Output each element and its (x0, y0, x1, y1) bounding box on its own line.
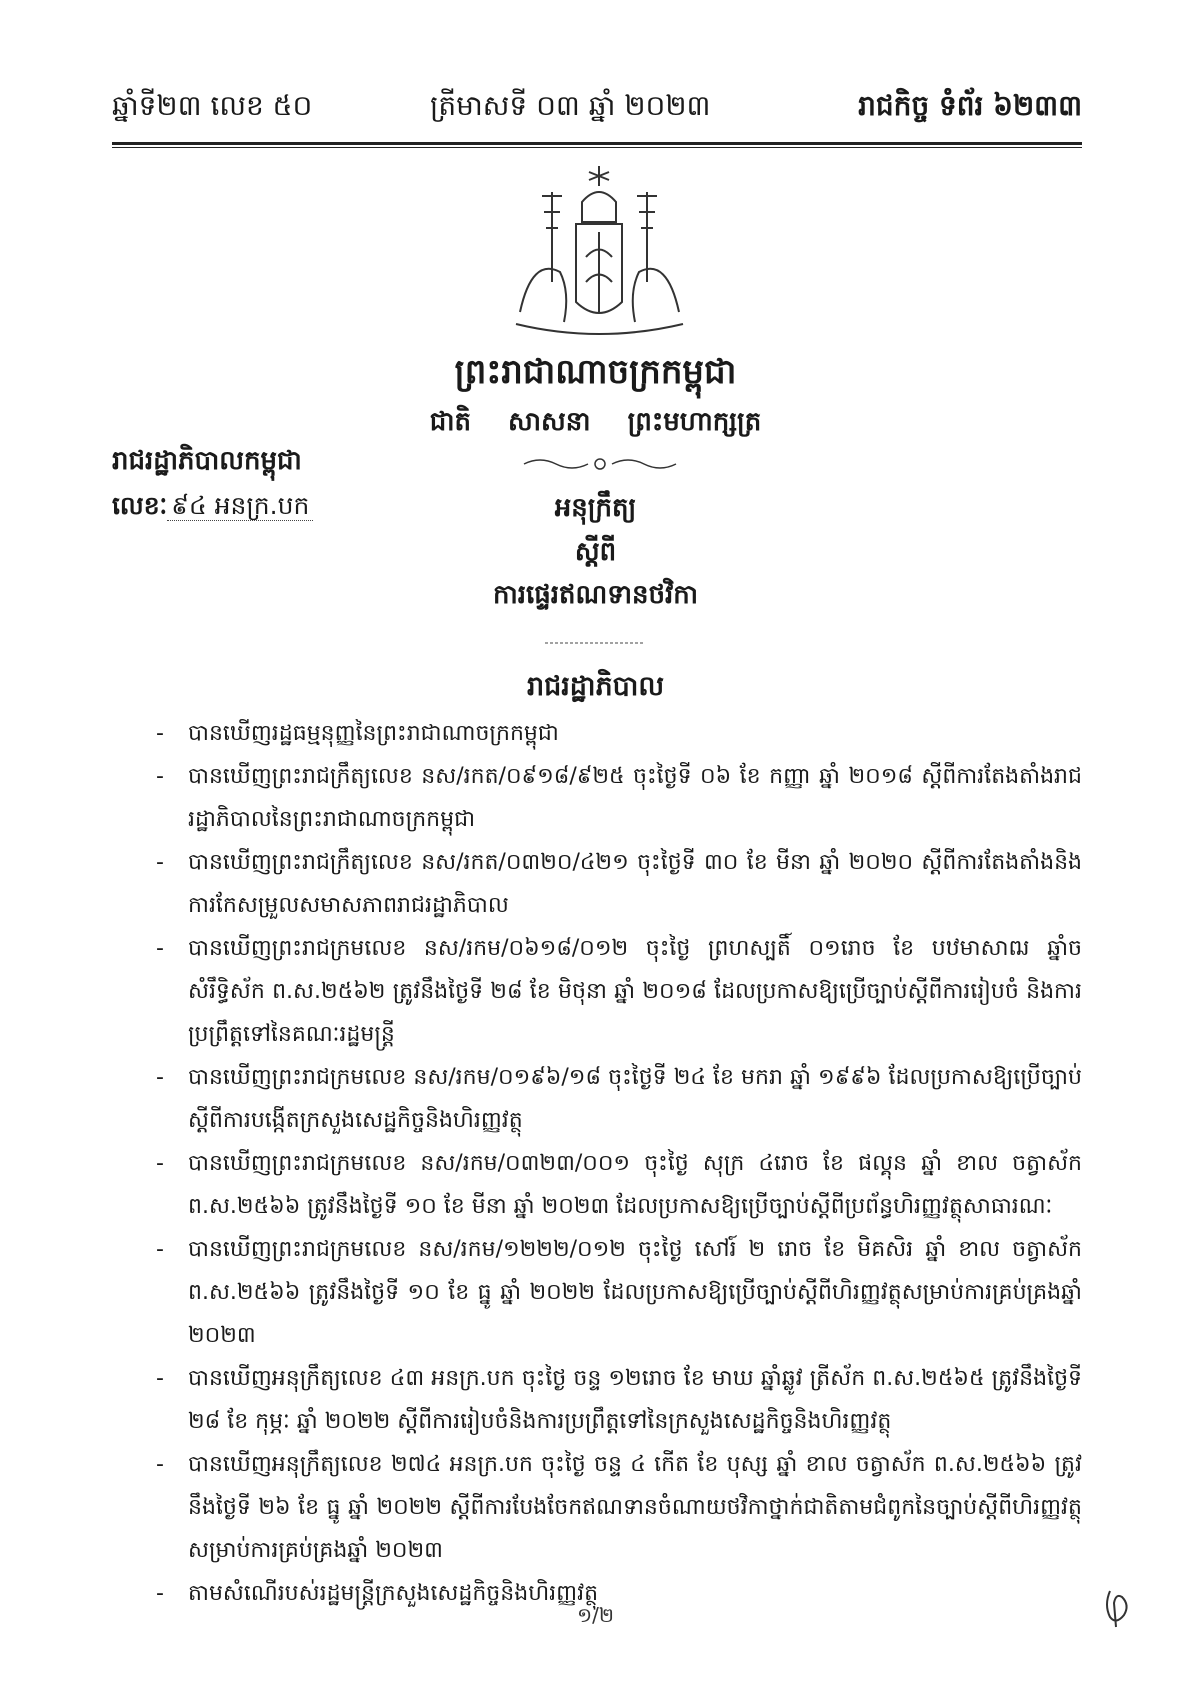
handwritten-initial-signature (1100, 1585, 1134, 1631)
clause-text: បានឃើញព្រះរាជក្រមលេខ នស/រកម/០១៩៦/១៨ ចុះថ្ងៃទី ២៤ ខែ មករា ឆ្នាំ ១៩៩៦ ដែលប្រកាសឱ្យប្រើច្បាប់ស្តីពីការបង្កើតក្រសួងសេដ្ឋកិច្ចនិងហិរញ្ញវត្ថុ (188, 1065, 1082, 1133)
preamble-clause-list (152, 712, 1082, 1615)
royal-coat-of-arms-emblem (512, 162, 687, 340)
clause-text: បានឃើញព្រះរាជក្រឹត្យលេខ នស/រកត/០៣២០/៤២១ ចុះថ្ងៃទី ៣០ ខែ មីនា ឆ្នាំ ២០២០ ស្តីពីការតែងតាំងនិងការកែសម្រួលសមាសភាពរាជរដ្ឋាភិបាល (188, 850, 1082, 918)
preamble-clause: - បានឃើញព្រះរាជក្រមលេខ នស/រកម/១២២២/០១២ ចុះថ្ងៃ សៅរ៍ ២ រោច ខែ មិគសិរ ឆ្នាំ ខាល ចត្វាស័ក ព.ស.២៥៦៦ ត្រូវនឹងថ្ងៃទី ១០ ខែ ធ្នូ ឆ្នាំ ២០២២ ដែលប្រកាសឱ្យប្រើច្បាប់ស្តីពីហិរញ្ញវត្ថុសម្រាប់ការគ្រប់គ្រងឆ្នាំ ២០២៣ (156, 1237, 1082, 1348)
header-quarter: ត្រីមាសទី ០៣ ឆ្នាំ ២០២៣ (430, 89, 711, 122)
preamble-clause: - បានឃើញរដ្ឋធម្មនុញ្ញនៃព្រះរាជាណាចក្រកម្ពុជា (156, 721, 559, 746)
clause-text: បានឃើញព្រះរាជក្រមលេខ នស/រកម/០៦១៨/០១២ ចុះថ្ងៃ ព្រហស្បតិ៍ ០១រោច ខែ បឋមាសាឍ ឆ្នាំច សំរឹទ្ធិស័ក ព.ស.២៥៦២ ត្រូវនឹងថ្ងៃទី ២៨ ខែ មិថុនា ឆ្នាំ ២០១៨ ដែលប្រកាសឱ្យប្រើច្បាប់ស្តីពីការរៀបចំ និងការប្រព្រឹត្តទៅនៃគណៈរដ្ឋមន្ត្រី (188, 936, 1082, 1047)
preamble-clause: - បានឃើញអនុក្រឹត្យលេខ ៤៣ អនក្រ.បក ចុះថ្ងៃ ចន្ទ ១២រោច ខែ មាឃ ឆ្នាំឆ្លូវ ត្រីស័ក ព.ស.២៥៦៥ ត្រូវនឹងថ្ងៃទី ២៨ ខែ កុម្ភៈ ឆ្នាំ ២០២២ ស្តីពីការរៀបចំនិងការប្រព្រឹត្តទៅនៃក្រសួងសេដ្ឋកិច្ចនិងហិរញ្ញវត្ថុ (156, 1366, 1082, 1434)
clause-text: បានឃើញអនុក្រឹត្យលេខ ២៧៤ អនក្រ.បក ចុះថ្ងៃ ចន្ទ ៤ កើត ខែ បុស្ស ឆ្នាំ ខាល ចត្វាស័ក ព.ស.២៥៦៦ ត្រូវនឹងថ្ងៃទី ២៦ ខែ ធ្នូ ឆ្នាំ ២០២២ ស្តីពីការបែងចែកឥណទានចំណាយថវិកាថ្នាក់ជាតិតាមជំពូកនៃច្បាប់ស្តីពីហិរញ្ញវត្ថុសម្រាប់ការគ្រប់គ្រងឆ្នាំ ២០២៣ (188, 1452, 1082, 1563)
preamble-clause: - បានឃើញព្រះរាជក្រឹត្យលេខ នស/រកត/០៣២០/៤២១ ចុះថ្ងៃទី ៣០ ខែ មីនា ឆ្នាំ ២០២០ ស្តីពីការតែងតាំងនិងការកែសម្រួលសមាសភាពរាជរដ្ឋាភិបាល (156, 850, 1082, 918)
ornament-divider-icon (520, 454, 680, 474)
page-number: ១/២ (576, 1603, 614, 1627)
document-about: ស្តីពី (574, 537, 617, 567)
document-type: អនុក្រឹត្យ (554, 493, 637, 523)
section-separator-icon (545, 640, 645, 646)
preamble-clause: - បានឃើញព្រះរាជក្រមលេខ នស/រកម/០៦១៨/០១២ ចុះថ្ងៃ ព្រហស្បតិ៍ ០១រោច ខែ បឋមាសាឍ ឆ្នាំច សំរឹទ្ធិស័ក ព.ស.២៥៦២ ត្រូវនឹងថ្ងៃទី ២៨ ខែ មិថុនា ឆ្នាំ ២០១៨ ដែលប្រកាសឱ្យប្រើច្បាប់ស្តីពីការរៀបចំ និងការប្រព្រឹត្តទៅនៃគណៈរដ្ឋមន្ត្រី (156, 936, 1082, 1047)
national-motto: ជាតិ សាសនា ព្រះមហាក្សត្រ (429, 407, 762, 437)
body-heading: រាជរដ្ឋាភិបាល (526, 671, 665, 702)
clause-text: បានឃើញអនុក្រឹត្យលេខ ៤៣ អនក្រ.បក ចុះថ្ងៃ ចន្ទ ១២រោច ខែ មាឃ ឆ្នាំឆ្លូវ ត្រីស័ក ព.ស.២៥៦៥ ត្រូវនឹងថ្ងៃទី ២៨ ខែ កុម្ភៈ ឆ្នាំ ២០២២ ស្តីពីការរៀបចំនិងការប្រព្រឹត្តទៅនៃក្រសួងសេដ្ឋកិច្ចនិងហិរញ្ញវត្ថុ (188, 1366, 1082, 1434)
clause-text: បានឃើញព្រះរាជក្រឹត្យលេខ នស/រកត/០៩១៨/៩២៥ ចុះថ្ងៃទី ០៦ ខែ កញ្ញា ឆ្នាំ ២០១៨ ស្តីពីការតែងតាំងរាជរដ្ឋាភិបាលនៃព្រះរាជាណាចក្រកម្ពុជា (188, 764, 1082, 832)
clause-text: បានឃើញព្រះរាជក្រមលេខ នស/រកម/០៣២៣/០០១ ចុះថ្ងៃ សុក្រ ៤រោច ខែ ផល្គុន ឆ្នាំ ខាល ចត្វាស័ក ព.ស.២៥៦៦ ត្រូវនឹងថ្ងៃទី ១០ ខែ មីនា ឆ្នាំ ២០២៣ ដែលប្រកាសឱ្យប្រើច្បាប់ស្តីពីប្រព័ន្ធហិរញ្ញវត្ថុសាធារណៈ (188, 1151, 1082, 1219)
gazette-header (112, 88, 1082, 138)
reference-value: ៩៤ អនក្រ.បក (167, 491, 313, 521)
preamble-clause: - បានឃើញព្រះរាជក្រឹត្យលេខ នស/រកត/០៩១៨/៩២៥ ចុះថ្ងៃទី ០៦ ខែ កញ្ញា ឆ្នាំ ២០១៨ ស្តីពីការតែងតាំងរាជរដ្ឋាភិបាលនៃព្រះរាជាណាចក្រកម្ពុជា (156, 764, 1082, 832)
reference-label: លេខៈ (112, 491, 168, 520)
header-page: រាជកិច្ច ទំព័រ ៦២៣៣ (858, 89, 1082, 122)
preamble-clause: - បានឃើញអនុក្រឹត្យលេខ ២៧៤ អនក្រ.បក ចុះថ្ងៃ ចន្ទ ៤ កើត ខែ បុស្ស ឆ្នាំ ខាល ចត្វាស័ក ព.ស.២៥៦៦ ត្រូវនឹងថ្ងៃទី ២៦ ខែ ធ្នូ ឆ្នាំ ២០២២ ស្តីពីការបែងចែកឥណទានចំណាយថវិកាថ្នាក់ជាតិតាមជំពូកនៃច្បាប់ស្តីពីហិរញ្ញវត្ថុសម្រាប់ការគ្រប់គ្រងឆ្នាំ ២០២៣ (156, 1452, 1082, 1563)
preamble-clause: - បានឃើញព្រះរាជក្រមលេខ នស/រកម/០១៩៦/១៨ ចុះថ្ងៃទី ២៤ ខែ មករា ឆ្នាំ ១៩៩៦ ដែលប្រកាសឱ្យប្រើច្បាប់ស្តីពីការបង្កើតក្រសួងសេដ្ឋកិច្ចនិងហិរញ្ញវត្ថុ (156, 1065, 1082, 1133)
header-rule-thin (112, 147, 1082, 148)
preamble-clause: - តាមសំណើរបស់រដ្ឋមន្ត្រីក្រសួងសេដ្ឋកិច្ចនិងហិរញ្ញវត្ថុ (156, 1581, 599, 1606)
header-year-issue: ឆ្នាំទី២៣ លេខ ៥០ (112, 89, 313, 122)
clause-text: តាមសំណើរបស់រដ្ឋមន្ត្រីក្រសួងសេដ្ឋកិច្ចនិងហិរញ្ញវត្ថុ (188, 1581, 599, 1606)
document-subject: ការផ្ទេរឥណទានថវិកា (492, 580, 699, 610)
kingdom-name: ព្រះរាជាណាចក្រកម្ពុជា (454, 352, 737, 392)
clause-text: បានឃើញព្រះរាជក្រមលេខ នស/រកម/១២២២/០១២ ចុះថ្ងៃ សៅរ៍ ២ រោច ខែ មិគសិរ ឆ្នាំ ខាល ចត្វាស័ក ព.ស.២៥៦៦ ត្រូវនឹងថ្ងៃទី ១០ ខែ ធ្នូ ឆ្នាំ ២០២២ ដែលប្រកាសឱ្យប្រើច្បាប់ស្តីពីហិរញ្ញវត្ថុសម្រាប់ការគ្រប់គ្រងឆ្នាំ ២០២៣ (188, 1237, 1082, 1348)
clause-text: បានឃើញរដ្ឋធម្មនុញ្ញនៃព្រះរាជាណាចក្រកម្ពុជា (188, 721, 559, 746)
header-rule-thick (112, 142, 1082, 145)
preamble-clause: - បានឃើញព្រះរាជក្រមលេខ នស/រកម/០៣២៣/០០១ ចុះថ្ងៃ សុក្រ ៤រោច ខែ ផល្គុន ឆ្នាំ ខាល ចត្វាស័ក ព.ស.២៥៦៦ ត្រូវនឹងថ្ងៃទី ១០ ខែ មីនា ឆ្នាំ ២០២៣ ដែលប្រកាសឱ្យប្រើច្បាប់ស្តីពីប្រព័ន្ធហិរញ្ញវត្ថុសាធារណៈ (156, 1151, 1082, 1219)
issuer-name: រាជរដ្ឋាភិបាលកម្ពុជា (112, 446, 302, 476)
